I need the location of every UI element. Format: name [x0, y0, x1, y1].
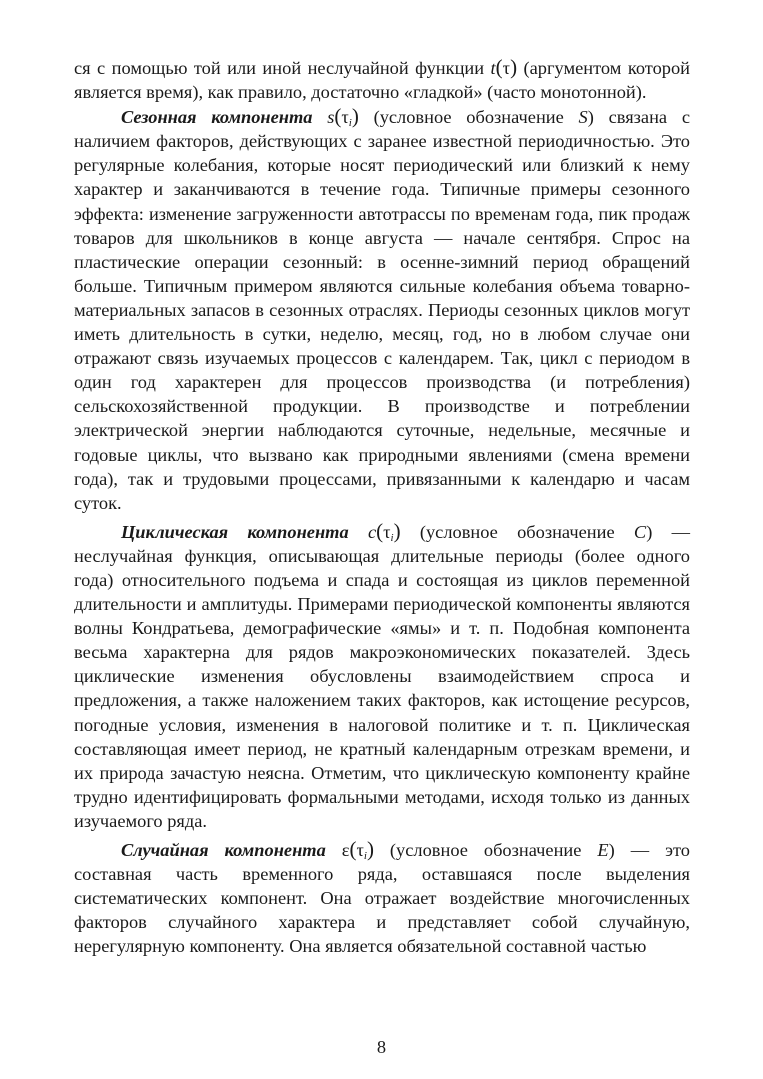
term-random-component: Случайная компонента	[121, 840, 326, 860]
seasonal-notation-before: (условное обозначение	[358, 107, 579, 128]
formula-epsilon-tau-i: $\varepsilon(\tau_i)$	[341, 837, 374, 862]
term-cyclical-component: Циклическая компонента	[121, 521, 349, 542]
paragraph-seasonal	[74, 104, 690, 515]
formula-c-tau-i: $c(\tau_i)$	[367, 518, 401, 544]
intro-text-before: ся с помощью той или иной неслучайной функции	[74, 58, 491, 78]
cyclical-text: ) — неслучайная функция, описывающая длительные периоды (более одного года) относительного подъема и спада и состоящая из циклов переменной длительности и амплитуды. Примерами периодической компоненты являются волны Кондратьева, демографические «ямы» и т. п. Подобная компонента весьма характерна для рядов макроэкономических показателей. Здесь циклические изменения обусловлены взаимодействием спроса и предложения, а также наложением таких факторов, как истощение ресурсов, погодные условия, изменения в налоговой политике и т. п. Циклическая составляющая имеет период, не кратный календарным отрезкам времени, и их природа зачастую неясна. Отметим, что циклическую компоненту крайне трудно идентифицировать формальными методами, исходя только из данных изучаемого ряда.	[74, 521, 690, 831]
random-notation-before: (условное обозначение	[373, 840, 598, 860]
seasonal-notation-symbol: S	[578, 107, 588, 128]
paragraph-random	[74, 837, 690, 958]
random-notation-symbol: E	[597, 840, 609, 860]
formula-t-tau: t(τ)	[490, 55, 518, 79]
cyclical-notation-before: (условное обозначение	[400, 521, 634, 542]
page-body	[74, 55, 690, 958]
paragraph-cyclical	[74, 519, 690, 833]
cyclical-notation-symbol: C	[633, 521, 647, 542]
seasonal-text: ) связана с наличием факторов, действующих с заранее известной периодичностью. Это регулярные колебания, которые носят периодический или близкий к нему характер и заканчиваются в течение года. Типичные примеры сезонного эффекта: изменение загруженности автотрассы по временам года, пик продаж товаров для школьников в конце августа — начале сентября. Спрос на пластические операции сезонный: в осенне-зимний период обращений больше. Типичным примером являются сильные колебания объема товарно-материальных запасов в сезонных отраслях. Периоды сезонных циклов могут иметь длительность в сутки, неделю, месяц, год, но в любом случае они отражают связь изучаемых процессов с календарем. Так, цикл с периодом в один год характерен для процессов производства (и потребления) сельскохозяйственной продукции. В производстве и потреблении электрической энергии наблюдаются суточные, недельные, месячные и годовые циклы, что вызвано как природными явлениями (смена времени года), так и трудовыми процессами, привязанными к календарю и часам суток.	[74, 107, 690, 513]
page-number: 8	[376, 1037, 387, 1057]
random-text: ) — это составная часть временного ряда, оставшаяся после выделения систематических компонент. Она отражает воздействие многочисленных факторов случайного характера и представляет собой случайную, нерегулярную компоненту. Она является обязательной составной частью	[74, 840, 690, 957]
intro-text-after: (аргументом которой является время), как правило, достаточно «гладкой» (часто монотонной).	[74, 58, 690, 103]
formula-s-tau-i: $s(\tau_i)$	[327, 104, 359, 130]
term-seasonal-component: Сезонная компонента	[121, 107, 313, 128]
paragraph-intro	[74, 55, 690, 104]
